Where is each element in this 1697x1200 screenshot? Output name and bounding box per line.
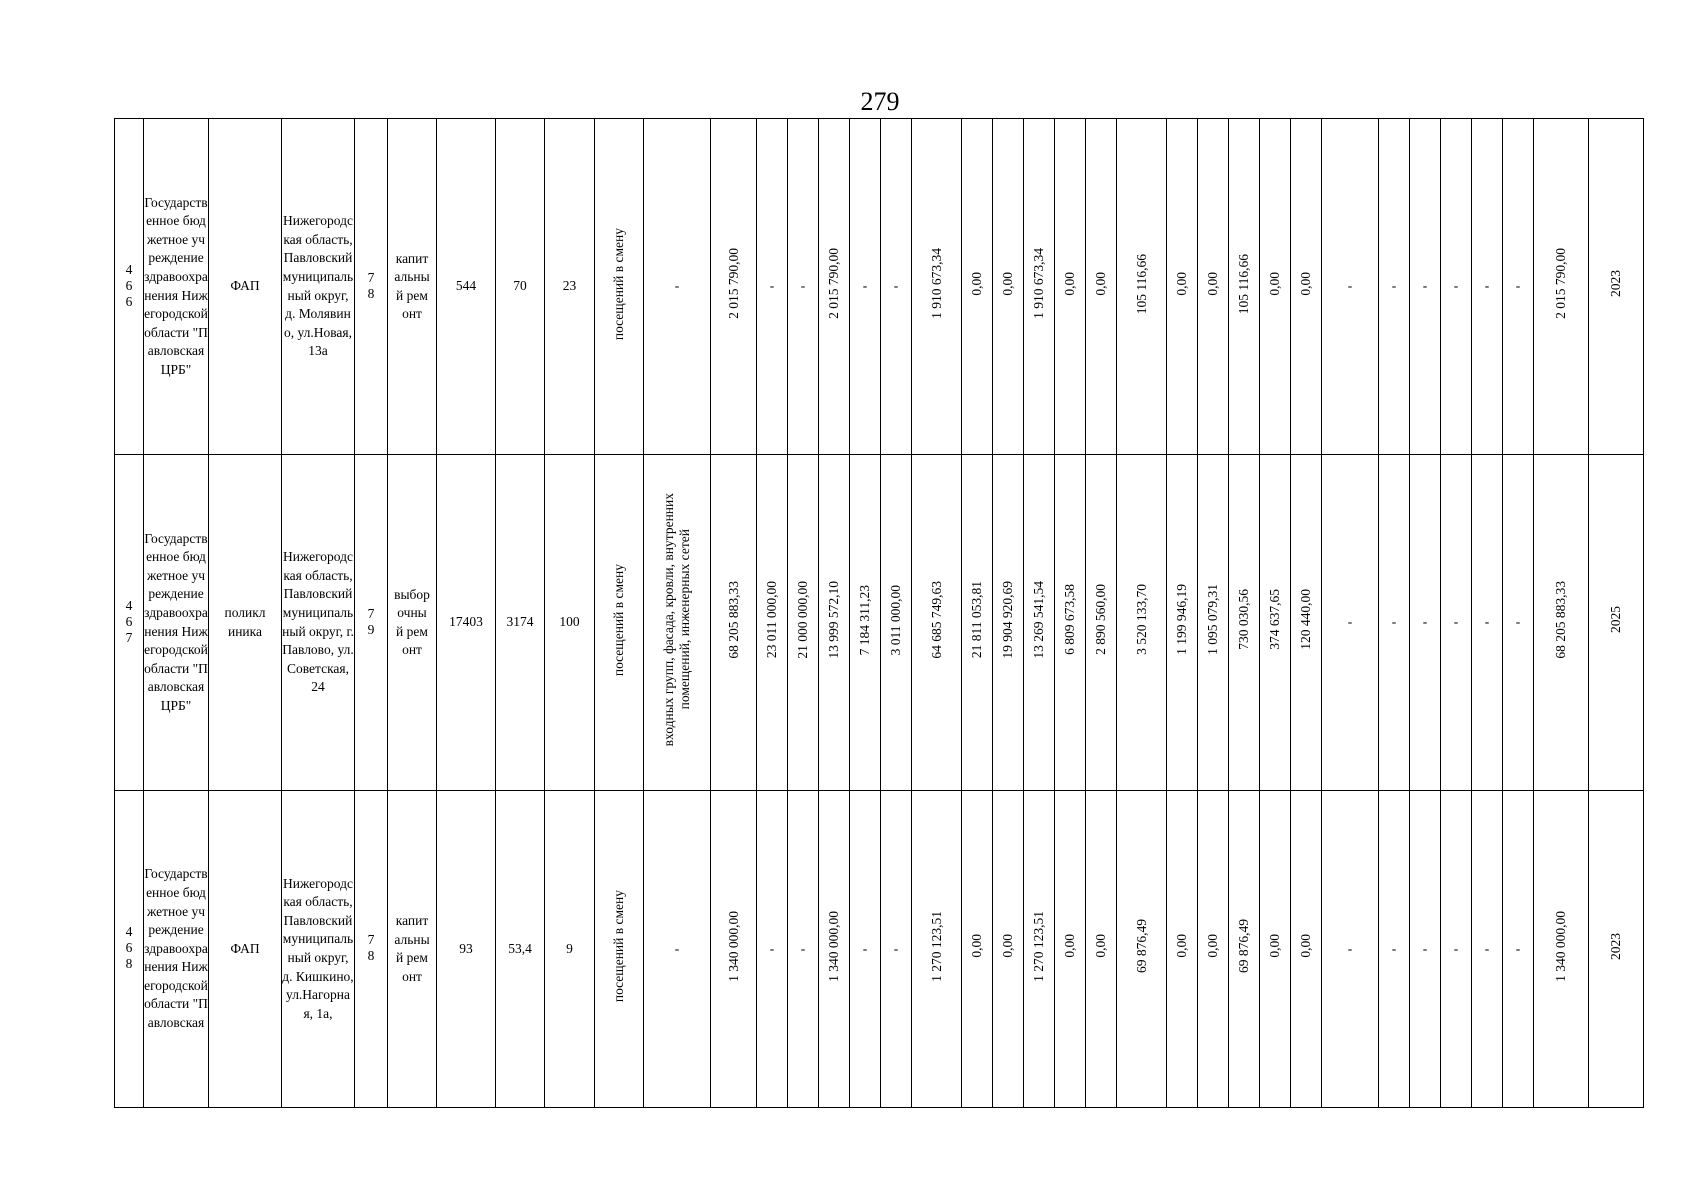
amount-cell: 0,00: [1167, 119, 1198, 455]
amount-cell: -: [850, 119, 881, 455]
unit-cell: посещений в смену: [595, 119, 644, 455]
address-cell: Нижегородская область, Павловский муниципальный округ, д. Кишкино, ул.Нагорная, 1а,: [282, 791, 355, 1108]
amount-cell: 120 440,00: [1291, 455, 1322, 791]
value-cell-1: 93: [437, 791, 496, 1108]
value-cell-2: 53,4: [496, 791, 545, 1108]
amount-cell: 0,00: [1198, 119, 1229, 455]
amount-cell: 1 095 079,31: [1198, 455, 1229, 791]
amount-cell: 23 011 000,00: [757, 455, 788, 791]
amount-cell: 7 184 311,23: [850, 455, 881, 791]
value-cell-3: 23: [545, 119, 595, 455]
year-cell: 2025: [1589, 455, 1644, 791]
amount-cell: 0,00: [1260, 119, 1291, 455]
institution-cell: Государственное бюджетное учреждение здравоохранения Нижегородской области "Павловская ЦРБ": [144, 455, 209, 791]
unit-cell: посещений в смену: [595, 455, 644, 791]
row-number: 466: [115, 119, 144, 455]
institution-cell: Государственное бюджетное учреждение здравоохранения Нижегородской области "Павловская ЦРБ": [144, 119, 209, 455]
total-cost-cell: 68 205 883,33: [711, 455, 757, 791]
amount-cell: -: [757, 791, 788, 1108]
work-type-cell: капитальный ремонт: [388, 119, 437, 455]
amount-cell: 0,00: [962, 791, 993, 1108]
amount-cell: 6 809 673,58: [1055, 455, 1086, 791]
dash-cell: -: [1503, 455, 1534, 791]
code-cell: 79: [355, 455, 388, 791]
amount-cell: 0,00: [962, 119, 993, 455]
grand-total-cell: 68 205 883,33: [1534, 455, 1589, 791]
data-table: [114, 118, 1644, 1108]
amount-cell: 2 890 560,00: [1086, 455, 1117, 791]
facility-type-cell: ФАП: [209, 791, 282, 1108]
dash-cell: -: [1472, 119, 1503, 455]
total-cost-cell: 1 340 000,00: [711, 791, 757, 1108]
institution-cell: Государственное бюджетное учреждение здравоохранения Нижегородской области "Павловская: [144, 791, 209, 1108]
work-type-cell: капитальный ремонт: [388, 791, 437, 1108]
amount-cell: 0,00: [1198, 791, 1229, 1108]
code-cell: 78: [355, 791, 388, 1108]
dash-cell: -: [1410, 455, 1441, 791]
amount-cell: -: [850, 791, 881, 1108]
table-row: [115, 455, 1644, 791]
dash-cell: -: [1441, 455, 1472, 791]
amount-cell: 1 270 123,51: [1024, 791, 1055, 1108]
work-type-cell: выборочный ремонт: [388, 455, 437, 791]
dash-cell: -: [1379, 455, 1410, 791]
value-cell-1: 17403: [437, 455, 496, 791]
dash-cell: -: [1503, 119, 1534, 455]
amount-cell: 13 999 572,10: [819, 455, 850, 791]
amount-cell: 105 116,66: [1117, 119, 1167, 455]
dash-cell: -: [1322, 455, 1379, 791]
value-cell-3: 100: [545, 455, 595, 791]
address-cell: Нижегородская область, Павловский муниципальный округ, г. Павлово, ул.Советская, 24: [282, 455, 355, 791]
amount-cell: 0,00: [1086, 119, 1117, 455]
dash-cell: -: [1472, 455, 1503, 791]
dash-cell: -: [1441, 791, 1472, 1108]
unit-cell: посещений в смену: [595, 791, 644, 1108]
amount-cell: 1 199 946,19: [1167, 455, 1198, 791]
grand-total-cell: 2 015 790,00: [1534, 119, 1589, 455]
facility-type-cell: поликлиника: [209, 455, 282, 791]
value-cell-1: 544: [437, 119, 496, 455]
dash-cell: -: [1379, 791, 1410, 1108]
dash-cell: -: [1322, 791, 1379, 1108]
amount-cell: -: [881, 791, 912, 1108]
dash-cell: -: [1503, 791, 1534, 1108]
row-number: 468: [115, 791, 144, 1108]
description-cell: -: [644, 791, 711, 1108]
amount-cell: 13 269 541,54: [1024, 455, 1055, 791]
amount-cell: -: [788, 791, 819, 1108]
table-row: [115, 791, 1644, 1108]
dash-cell: -: [1410, 119, 1441, 455]
amount-cell: 2 015 790,00: [819, 119, 850, 455]
value-cell-2: 3174: [496, 455, 545, 791]
code-cell: 78: [355, 119, 388, 455]
description-cell: входных групп, фасада, кровли, внутренних помещений, инженерных сетей: [644, 455, 711, 791]
page-number: 279: [860, 87, 900, 116]
dash-cell: -: [1472, 791, 1503, 1108]
year-cell: 2023: [1589, 791, 1644, 1108]
amount-cell: -: [757, 119, 788, 455]
table-row: [115, 119, 1644, 455]
facility-type-cell: ФАП: [209, 119, 282, 455]
amount-cell: -: [881, 119, 912, 455]
amount-cell: 21 000 000,00: [788, 455, 819, 791]
amount-cell: 69 876,49: [1117, 791, 1167, 1108]
amount-cell: 0,00: [1260, 791, 1291, 1108]
amount-cell: 1 270 123,51: [912, 791, 962, 1108]
amount-cell: 0,00: [993, 119, 1024, 455]
dash-cell: -: [1379, 119, 1410, 455]
amount-cell: 0,00: [1086, 791, 1117, 1108]
amount-cell: 19 904 920,69: [993, 455, 1024, 791]
amount-cell: 1 340 000,00: [819, 791, 850, 1108]
address-cell: Нижегородская область, Павловский муниципальный округ, д. Молявино, ул.Новая, 13а: [282, 119, 355, 455]
amount-cell: 374 637,65: [1260, 455, 1291, 791]
amount-cell: 0,00: [1291, 791, 1322, 1108]
amount-cell: 0,00: [993, 791, 1024, 1108]
amount-cell: 1 910 673,34: [1024, 119, 1055, 455]
amount-cell: 0,00: [1167, 791, 1198, 1108]
amount-cell: 105 116,66: [1229, 119, 1260, 455]
description-cell: -: [644, 119, 711, 455]
value-cell-3: 9: [545, 791, 595, 1108]
amount-cell: 0,00: [1055, 791, 1086, 1108]
amount-cell: -: [788, 119, 819, 455]
grand-total-cell: 1 340 000,00: [1534, 791, 1589, 1108]
amount-cell: 730 030,56: [1229, 455, 1260, 791]
total-cost-cell: 2 015 790,00: [711, 119, 757, 455]
amount-cell: 0,00: [1055, 119, 1086, 455]
dash-cell: -: [1441, 119, 1472, 455]
amount-cell: 69 876,49: [1229, 791, 1260, 1108]
amount-cell: 3 011 000,00: [881, 455, 912, 791]
row-number: 467: [115, 455, 144, 791]
amount-cell: 64 685 749,63: [912, 455, 962, 791]
value-cell-2: 70: [496, 119, 545, 455]
year-cell: 2023: [1589, 119, 1644, 455]
dash-cell: -: [1322, 119, 1379, 455]
amount-cell: 21 811 053,81: [962, 455, 993, 791]
amount-cell: 0,00: [1291, 119, 1322, 455]
dash-cell: -: [1410, 791, 1441, 1108]
amount-cell: 1 910 673,34: [912, 119, 962, 455]
amount-cell: 3 520 133,70: [1117, 455, 1167, 791]
